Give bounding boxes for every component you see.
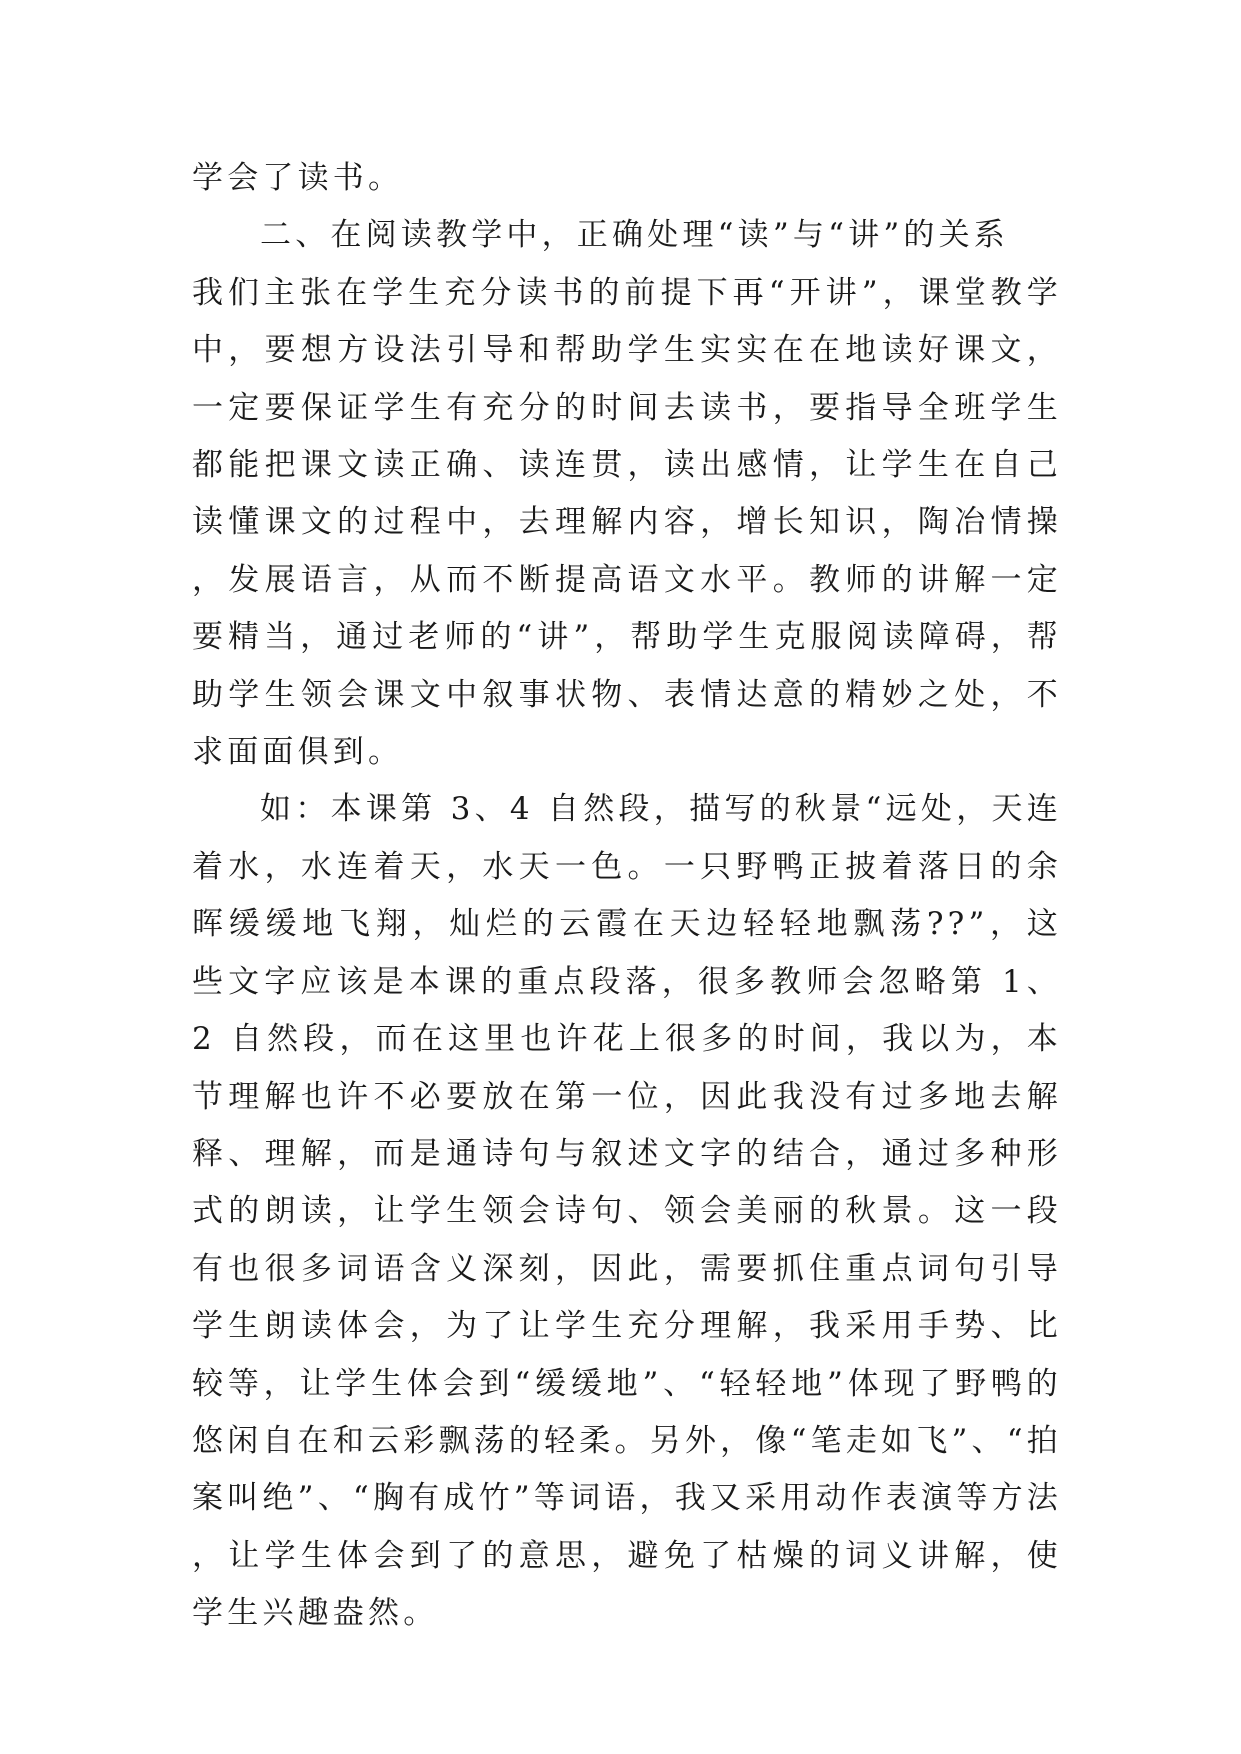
section-heading: 二、在阅读教学中，正确处理“读”与“讲”的关系 [260,217,1009,254]
document-body [192,150,1062,1643]
paragraph-reading-vs-explaining: 我们主张在学生充分读书的前提下再“开讲”，课堂教学中，要想方设法引导和帮助学生实实在在地读好课文，一定要保证学生有充分的时间去读书，要指导全班学生都能把课文读正确、读连贯，读出感情，让学生在自己读懂课文的过程中，去理解内容，增长知识，陶冶情操，发展语言，从而不断提高语文水平。教师的讲解一定要精当，通过老师的“讲”，帮助学生克服阅读障碍，帮助学生领会课文中叙事状物、表情达意的精妙之处，不求面面俱到。 [192,274,1062,771]
paragraph-example: 如：本课第 3、4 自然段，描写的秋景“远处，天连着水，水连着天，水天一色。一只野鸭正披着落日的余晖缓缓地飞翔，灿烂的云霞在天边轻轻地飘荡??”，这些文字应该是本课的重点段落，很多教师会忽略第 1、2 自然段，而在这里也许花上很多的时间，我以为，本节理解也许不必要放在第一位，因此我没有过多地去解释、理解，而是通诗句与叙述文字的结合，通过多种形式的朗读，让学生领会诗句、领会美丽的秋景。这一段有也很多词语含义深刻，因此，需要抓住重点词句引导学生朗读体会，为了让学生充分理解，我采用手势、比较等，让学生体会到“缓缓地”、“轻轻地”体现了野鸭的悠闲自在和云彩飘荡的轻柔。另外，像“笔走如飞”、“拍案叫绝”、“胸有成竹”等词语，我又采用动作表演等方法，让学生体会到了的意思，避免了枯燥的词义讲解，使学生兴趣盎然。 [192,791,1062,1632]
paragraph-continuation: 学会了读书。 [192,160,404,196]
